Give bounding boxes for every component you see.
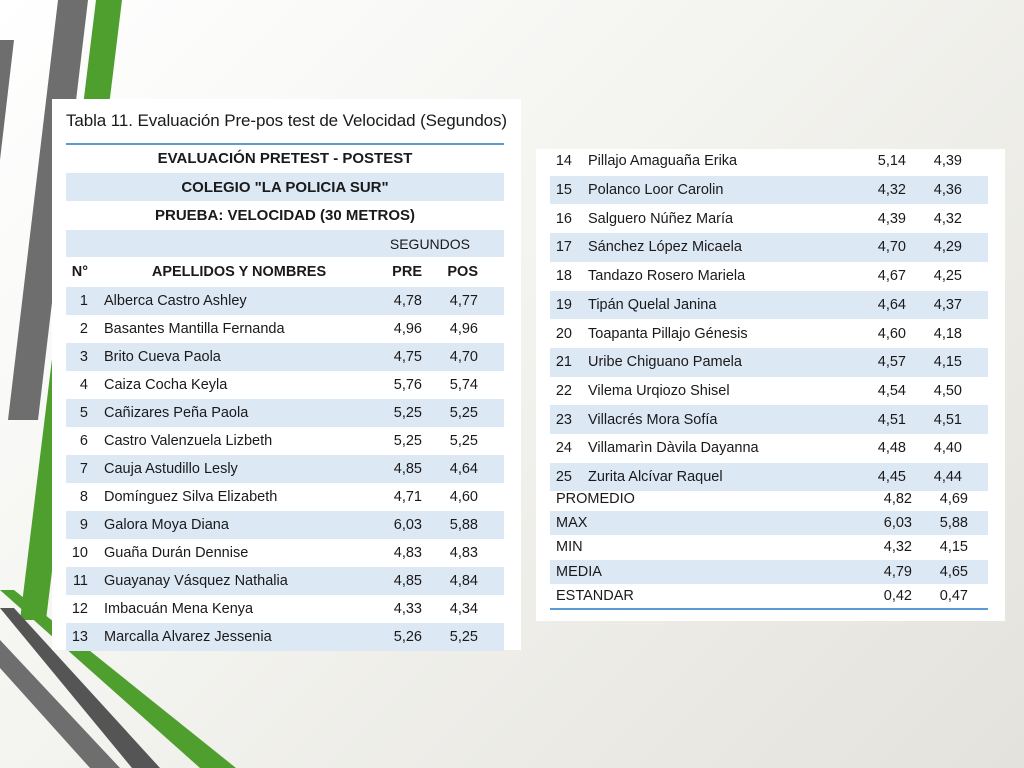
student-name: Marcalla Alvarez Jessenia bbox=[104, 629, 272, 645]
table-row bbox=[550, 405, 988, 434]
table-row bbox=[550, 319, 988, 348]
column-header-row bbox=[66, 257, 504, 287]
table-row bbox=[550, 377, 988, 406]
student-name: Toapanta Pillajo Génesis bbox=[588, 325, 748, 342]
stat-label: ESTANDAR bbox=[556, 587, 634, 604]
row-number: 11 bbox=[72, 573, 88, 589]
segundos-label: SEGUNDOS bbox=[389, 235, 470, 252]
pos-value: 5,25 bbox=[449, 433, 478, 449]
table-row bbox=[66, 371, 504, 399]
gray-stripe-left bbox=[0, 40, 14, 160]
pos-value: 4,40 bbox=[933, 440, 962, 457]
student-name: Basantes Mantilla Fernanda bbox=[104, 321, 285, 337]
stat-label: MAX bbox=[556, 515, 588, 532]
student-name: Castro Valenzuela Lizbeth bbox=[104, 433, 273, 449]
row-number: 24 bbox=[555, 440, 572, 457]
row-number: 22 bbox=[555, 382, 572, 399]
student-name: Villamarìn Dàvila Dayanna bbox=[588, 440, 759, 457]
student-name: Cauja Astudillo Lesly bbox=[104, 461, 238, 477]
table-row bbox=[550, 147, 988, 176]
pos-value: 5,74 bbox=[449, 377, 478, 393]
pre-value: 4,48 bbox=[877, 440, 906, 457]
table-row bbox=[550, 262, 988, 291]
pre-value: 4,57 bbox=[877, 354, 906, 371]
pos-value: 5,88 bbox=[449, 517, 478, 533]
table-row bbox=[66, 343, 504, 371]
table-row bbox=[66, 483, 504, 511]
pre-value: 4,60 bbox=[877, 325, 906, 342]
row-number: 7 bbox=[79, 461, 88, 477]
student-name: Salguero Núñez María bbox=[588, 210, 734, 227]
student-name: Cañizares Peña Paola bbox=[104, 405, 249, 421]
pre-value: 5,25 bbox=[393, 405, 422, 421]
row-number: 23 bbox=[555, 411, 572, 428]
stat-pre-value: 6,03 bbox=[883, 515, 912, 532]
row-number: 21 bbox=[555, 354, 572, 371]
table-row bbox=[550, 233, 988, 262]
pos-value: 4,44 bbox=[933, 469, 962, 486]
stat-pos-value: 4,65 bbox=[939, 563, 968, 580]
row-number: 6 bbox=[79, 433, 88, 449]
stats-row bbox=[550, 560, 988, 584]
pos-value: 4,39 bbox=[933, 153, 962, 170]
row-number: 20 bbox=[555, 325, 572, 342]
pre-value: 4,85 bbox=[393, 461, 422, 477]
stat-pre-value: 4,82 bbox=[883, 491, 912, 508]
pre-value: 4,45 bbox=[877, 469, 906, 486]
pre-value: 4,39 bbox=[877, 210, 906, 227]
student-name: Guayanay Vásquez Nathalia bbox=[104, 573, 288, 589]
stat-label: MIN bbox=[556, 539, 583, 556]
table-row bbox=[550, 348, 988, 377]
row-number: 16 bbox=[555, 210, 572, 227]
pos-value: 4,37 bbox=[933, 296, 962, 313]
table-row bbox=[66, 427, 504, 455]
pre-value: 5,76 bbox=[393, 377, 422, 393]
row-number: 10 bbox=[71, 545, 88, 561]
pos-value: 4,36 bbox=[933, 182, 962, 199]
stat-pos-value: 4,15 bbox=[939, 539, 968, 556]
student-name: Guaña Durán Dennise bbox=[104, 545, 249, 561]
segundos-row bbox=[66, 230, 504, 257]
stats-row bbox=[550, 584, 988, 608]
student-name: Uribe Chiguano Pamela bbox=[588, 354, 742, 371]
pos-value: 4,32 bbox=[933, 210, 962, 227]
pos-value: 4,29 bbox=[933, 239, 962, 256]
stats-row bbox=[550, 535, 988, 559]
row-number: 25 bbox=[555, 469, 572, 486]
student-name: Polanco Loor Carolin bbox=[588, 182, 724, 199]
row-number: 2 bbox=[79, 321, 88, 337]
table-row bbox=[66, 455, 504, 483]
row-number: 12 bbox=[71, 601, 88, 617]
table-row bbox=[66, 511, 504, 539]
student-name: Sánchez López Micaela bbox=[588, 239, 742, 256]
pos-value: 4,77 bbox=[449, 293, 478, 309]
student-name: Zurita Alcívar Raquel bbox=[588, 469, 723, 486]
pos-value: 4,70 bbox=[449, 349, 478, 365]
pos-value: 5,25 bbox=[449, 405, 478, 421]
table-row bbox=[66, 315, 504, 343]
stats-row bbox=[550, 511, 988, 535]
table-row bbox=[66, 567, 504, 595]
pre-value: 5,25 bbox=[393, 433, 422, 449]
col-num-header: N° bbox=[71, 264, 88, 280]
table-panel-right bbox=[536, 149, 1005, 621]
student-name: Tandazo Rosero Mariela bbox=[588, 268, 746, 285]
pre-value: 4,51 bbox=[877, 411, 906, 428]
stat-pos-value: 5,88 bbox=[939, 515, 968, 532]
table-row bbox=[66, 287, 504, 315]
row-number: 15 bbox=[555, 182, 572, 199]
row-number: 18 bbox=[555, 268, 572, 285]
bottom-rule bbox=[550, 608, 988, 610]
stat-pos-value: 4,69 bbox=[939, 491, 968, 508]
table-row bbox=[66, 399, 504, 427]
pre-value: 4,64 bbox=[877, 296, 906, 313]
row-number: 14 bbox=[555, 153, 572, 170]
table-caption: Tabla 11. Evaluación Pre-pos test de Velocidad (Segundos) bbox=[66, 111, 507, 130]
pos-value: 4,15 bbox=[933, 354, 962, 371]
col-pos-header: POS bbox=[447, 264, 478, 280]
stat-pre-value: 4,79 bbox=[883, 563, 912, 580]
student-name: Villacrés Mora Sofía bbox=[588, 411, 718, 428]
table-row bbox=[550, 434, 988, 463]
pre-value: 4,67 bbox=[877, 268, 906, 285]
pos-value: 4,60 bbox=[449, 489, 478, 505]
student-name: Imbacuán Mena Kenya bbox=[104, 601, 254, 617]
table-row bbox=[66, 623, 504, 651]
header-evaluacion: EVALUACIÓN PRETEST - POSTEST bbox=[157, 149, 413, 167]
row-number: 1 bbox=[79, 293, 88, 309]
pos-value: 4,83 bbox=[449, 545, 478, 561]
stats-row bbox=[550, 487, 988, 511]
table-row bbox=[550, 204, 988, 233]
header-colegio: COLEGIO "LA POLICIA SUR" bbox=[66, 173, 504, 201]
pos-value: 5,25 bbox=[449, 629, 478, 645]
pre-value: 4,83 bbox=[393, 545, 422, 561]
pos-value: 4,84 bbox=[449, 573, 478, 589]
pos-value: 4,34 bbox=[449, 601, 478, 617]
header-prueba: PRUEBA: VELOCIDAD (30 METROS) bbox=[154, 207, 416, 224]
table-row bbox=[550, 291, 988, 320]
pre-value: 4,75 bbox=[393, 349, 422, 365]
stat-label: PROMEDIO bbox=[556, 491, 635, 508]
student-name: Alberca Castro Ashley bbox=[104, 293, 247, 309]
pos-value: 4,64 bbox=[449, 461, 478, 477]
student-name: Galora Moya Diana bbox=[104, 517, 229, 533]
pre-value: 4,78 bbox=[393, 293, 422, 309]
stat-pos-value: 0,47 bbox=[939, 587, 968, 604]
table-row bbox=[66, 539, 504, 567]
row-number: 19 bbox=[555, 296, 572, 313]
row-number: 4 bbox=[79, 377, 88, 393]
col-pre-header: PRE bbox=[392, 264, 422, 280]
stat-pre-value: 4,32 bbox=[883, 539, 912, 556]
student-name: Domínguez Silva Elizabeth bbox=[104, 489, 278, 505]
pos-value: 4,50 bbox=[933, 382, 962, 399]
student-name: Vilema Urqiozo Shisel bbox=[588, 382, 730, 399]
pre-value: 4,54 bbox=[877, 382, 906, 399]
pre-value: 5,26 bbox=[393, 629, 422, 645]
pre-value: 4,71 bbox=[393, 489, 422, 505]
pre-value: 6,03 bbox=[393, 517, 422, 533]
table-panel-left bbox=[52, 99, 521, 650]
col-name-header: APELLIDOS Y NOMBRES bbox=[151, 264, 327, 280]
table-row bbox=[66, 595, 504, 623]
pre-value: 4,96 bbox=[393, 321, 422, 337]
pre-value: 4,33 bbox=[393, 601, 422, 617]
pos-value: 4,18 bbox=[933, 325, 962, 342]
student-name: Tipán Quelal Janina bbox=[588, 296, 717, 313]
pre-value: 4,32 bbox=[877, 182, 906, 199]
student-name: Pillajo Amaguaña Erika bbox=[588, 153, 738, 170]
student-name: Caiza Cocha Keyla bbox=[104, 377, 228, 393]
table-row bbox=[550, 176, 988, 205]
row-number: 17 bbox=[555, 239, 572, 256]
row-number: 5 bbox=[79, 405, 88, 421]
stat-label: MEDIA bbox=[556, 563, 602, 580]
student-name: Brito Cueva Paola bbox=[104, 349, 221, 365]
row-number: 8 bbox=[79, 489, 88, 505]
row-number: 3 bbox=[79, 349, 88, 365]
pos-value: 4,25 bbox=[933, 268, 962, 285]
pos-value: 4,96 bbox=[449, 321, 478, 337]
pre-value: 4,70 bbox=[877, 239, 906, 256]
row-number: 9 bbox=[79, 517, 88, 533]
stat-pre-value: 0,42 bbox=[883, 587, 912, 604]
pre-value: 4,85 bbox=[393, 573, 422, 589]
row-number: 13 bbox=[71, 629, 88, 645]
pos-value: 4,51 bbox=[933, 411, 962, 428]
pre-value: 5,14 bbox=[877, 153, 906, 170]
